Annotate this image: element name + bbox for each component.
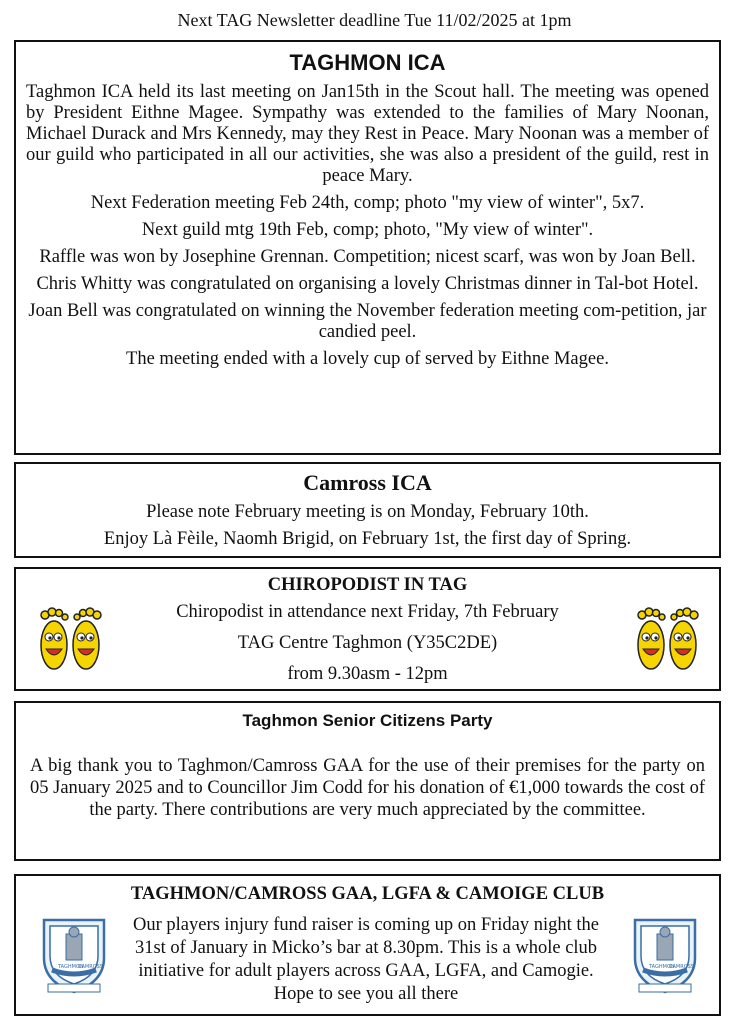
paragraph: TAG Centre Taghmon (Y35C2DE): [237, 633, 498, 653]
crest-label: TAGHMON: [649, 964, 675, 970]
chiropodist-section: [14, 567, 721, 691]
paragraph: Enjoy Là Fèile, Naomh Brigid, on February 1st, the first day of Spring.: [103, 529, 632, 549]
gaa-club-section: [14, 874, 721, 1016]
gaa-body: [126, 914, 606, 1006]
section-title: TAGHMON ICA: [289, 50, 446, 75]
paragraph: Next Federation meeting Feb 24th, comp; photo "my view of winter", 5x7.: [90, 193, 645, 213]
paragraph: Next guild mtg 19th Feb, comp; photo, "My view of winter".: [141, 220, 594, 240]
paragraph: Our players injury fund raiser is coming up on Friday night the 31st of January in Micko’s bar at 8.30pm. This is a whole club initiative for adult players across GAA, LGFA, and Camogie. Hope to see you all there: [132, 915, 599, 1004]
paragraph: Taghmon ICA held its last meeting on Jan15th in the Scout hall. The meeting was opened by President Eithne Magee. Sympathy was extended to the families of Mary Noonan, Michael Durack and Mrs Kennedy, may they Rest in Peace. Mary Noonan was a member of our guild who participated in all our activities, she was also a president of the guild, rest in peace Mary.: [26, 82, 709, 186]
paragraph: from 9.30asm - 12pm: [287, 664, 448, 684]
paragraph: The meeting ended with a lovely cup of served by Eithne Magee.: [126, 349, 609, 369]
paragraph: Joan Bell was congratulated on winning the November federation meeting com-petition, jar candied peel.: [28, 301, 707, 342]
section-title: TAGHMON/CAMROSS GAA, LGFA & CAMOIGE CLUB: [130, 884, 605, 904]
smiling-feet-icon: [633, 595, 703, 677]
paragraph: Chris Whitty was congratulated on organising a lovely Christmas dinner in Tal-bot Hotel.: [36, 274, 699, 294]
section-title: Taghmon Senior Citizens Party: [242, 711, 493, 730]
newsletter-deadline: Next TAG Newsletter deadline Tue 11/02/2025 at 1pm: [177, 10, 572, 30]
club-crest-icon: [629, 912, 701, 996]
paragraph: Raffle was won by Josephine Grennan. Competition; nicest scarf, was won by Joan Bell.: [39, 247, 696, 267]
smiling-feet-icon: [36, 595, 106, 677]
section-title: CHIROPODIST IN TAG: [267, 575, 468, 595]
taghmon-ica-section: [14, 40, 721, 455]
crest-label: CAMROSS: [669, 964, 694, 970]
camross-ica-section: [14, 462, 721, 558]
paragraph: A big thank you to Taghmon/Camross GAA for the use of their premises for the party on 05 January 2025 and to Councillor Jim Codd for his donation of €1,000 towards the cost of the party. There contributions are very much appreciated by the committee.: [30, 756, 705, 820]
crest-label: CAMROSS: [78, 964, 103, 970]
senior-citizens-section: [14, 701, 721, 861]
paragraph: Chiropodist in attendance next Friday, 7th February: [176, 602, 559, 622]
paragraph: Please note February meeting is on Monday, February 10th.: [146, 502, 589, 522]
club-crest-icon: [38, 912, 110, 996]
crest-label: TAGHMON: [58, 964, 84, 970]
section-title: Camross ICA: [303, 470, 432, 495]
